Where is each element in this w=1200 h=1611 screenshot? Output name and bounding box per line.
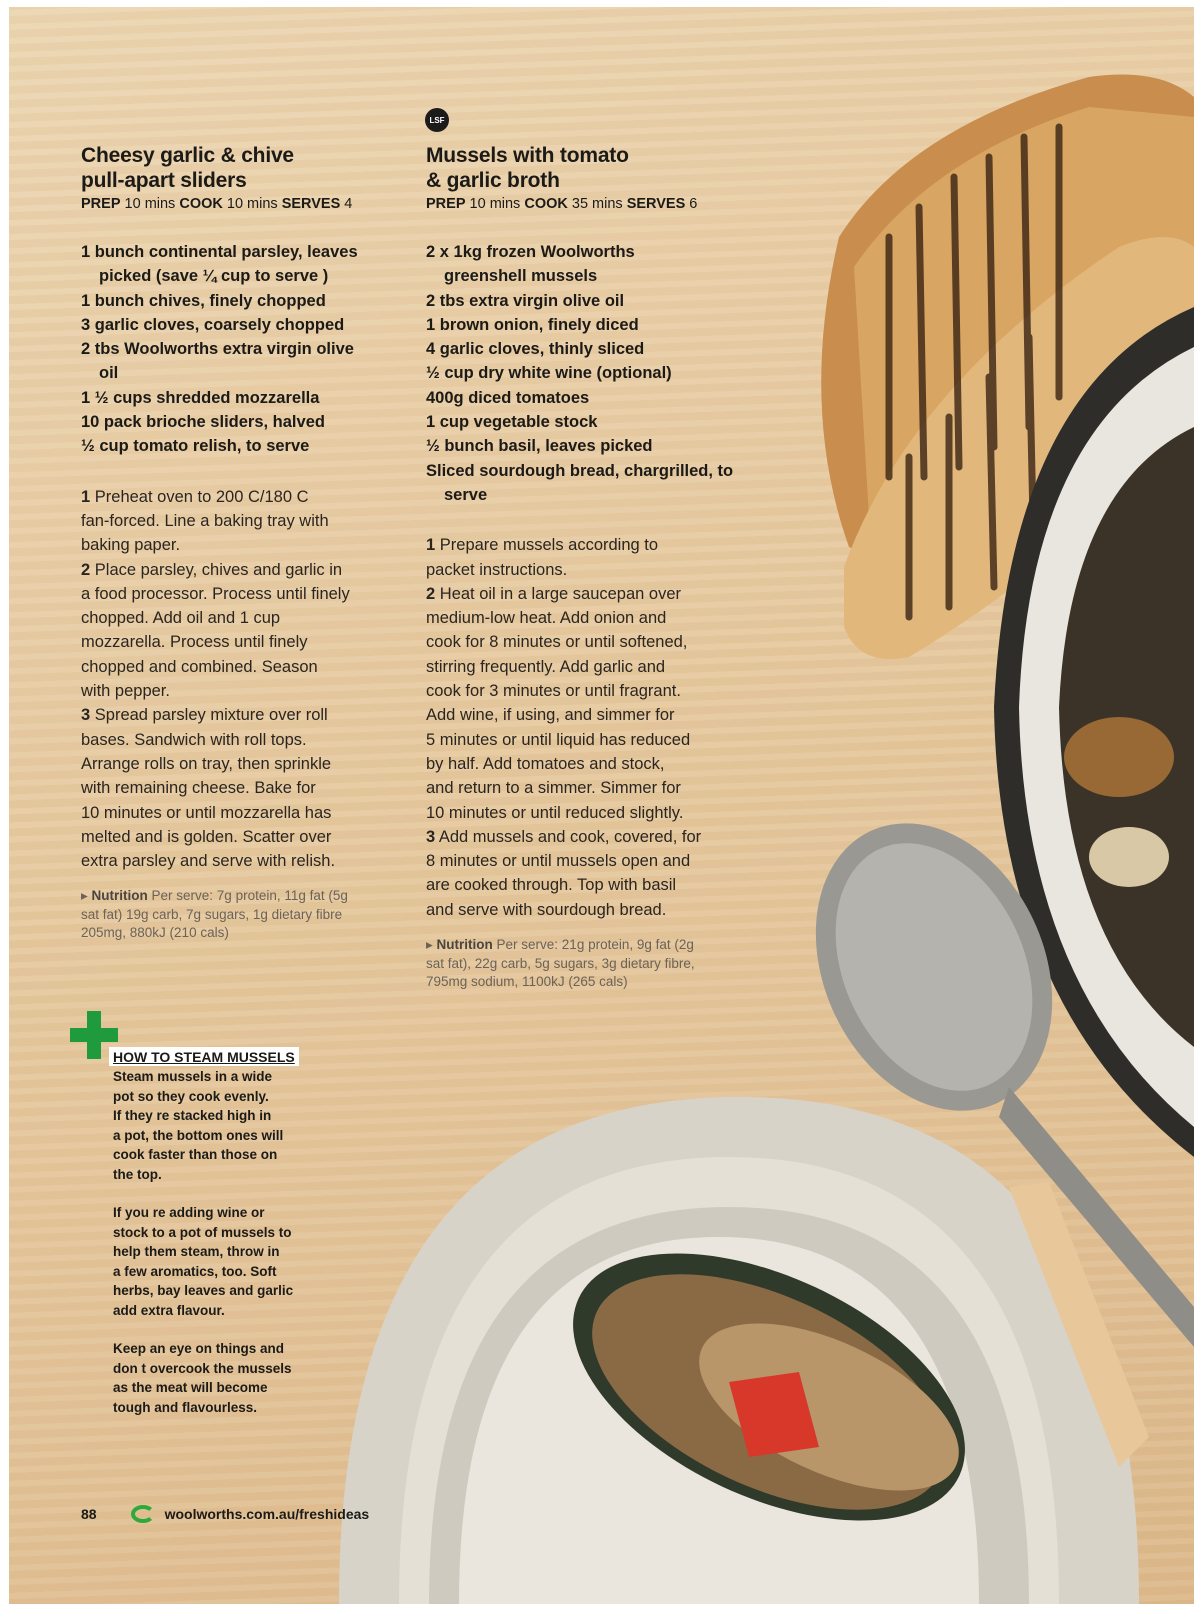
recipe-cheesy-sliders <box>81 143 411 943</box>
step-text: Preheat oven to 200 C/180 C fan-forced. Line a baking tray with baking paper. <box>81 487 329 555</box>
ingredient: 1 brown onion, finely diced <box>426 315 639 334</box>
recipe-mussels <box>426 143 766 992</box>
woolworths-logo-icon <box>131 1503 157 1525</box>
method-step <box>81 485 411 558</box>
prep-time: 10 mins <box>469 196 521 212</box>
prep-label: PREP <box>81 196 121 212</box>
ingredient: 2 tbs extra virgin olive oil <box>426 291 625 310</box>
tips-heading: HOW TO STEAM MUSSELS <box>109 1047 299 1066</box>
recipe-meta <box>81 196 411 212</box>
magazine-page <box>9 7 1194 1604</box>
recipe-title: Cheesy garlic & chive pull-apart sliders <box>81 144 294 192</box>
nutrition-info: ▸ Nutrition Per serve: 21g protein, 9g fat (2g sat fat), 22g carb, 5g sugars, 3g dietary fibre, 795mg sodium, 1100kJ (265 cals) <box>426 937 695 990</box>
step-number: 3 <box>426 827 436 846</box>
step-number: 2 <box>426 584 436 603</box>
method-steps <box>426 533 766 922</box>
ingredient: ½ bunch basil, leaves picked <box>426 437 653 456</box>
step-text: Heat oil in a large saucepan over medium-low heat. Add onion and cook for 8 minutes or until softened, stirring frequently. Add garlic and cook for 3 minutes or until fragrant. Add wine, if using, and simmer for 5 minutes or until liquid has reduced by half. Add tomatoes and stock, and return to a simmer. Simmer for 10 minutes or until reduced slightly. <box>426 584 691 822</box>
lsf-badge-icon: LSF <box>425 108 449 132</box>
cook-time: 10 mins <box>226 196 278 212</box>
cook-time: 35 mins <box>571 196 623 212</box>
cook-label: COOK <box>524 196 568 212</box>
tip-paragraph: If you re adding wine or stock to a pot of mussels to help them steam, throw in a few aromatics, too. Soft herbs, bay leaves and garlic add extra flavour. <box>113 1205 294 1318</box>
ingredient: Sliced sourdough bread, chargrilled, to serve <box>426 461 734 504</box>
cook-label: COOK <box>179 196 223 212</box>
ingredients-list <box>81 240 396 459</box>
method-step <box>426 533 766 582</box>
method-step <box>81 558 411 704</box>
method-step <box>426 825 766 922</box>
prep-time: 10 mins <box>124 196 176 212</box>
ingredients-list <box>426 240 761 507</box>
prep-label: PREP <box>426 196 466 212</box>
ingredient: 2 x 1kg frozen Woolworths greenshell mussels <box>426 243 635 286</box>
method-step <box>81 703 411 873</box>
nutrition-text: Per serve: 21g protein, 9g fat (2g sat fat), 22g carb, 5g sugars, 3g dietary fibre, 795mg sodium, 1100kJ (265 cals) <box>426 937 695 990</box>
footer-url[interactable]: woolworths.com.au/freshideas <box>164 1506 370 1522</box>
step-number: 1 <box>426 536 436 555</box>
serves-count: 6 <box>689 196 698 212</box>
bowl-image <box>339 1097 1149 1604</box>
serves-label: SERVES <box>281 196 341 212</box>
step-number: 1 <box>81 487 91 506</box>
ingredient: 4 garlic cloves, thinly sliced <box>426 340 645 359</box>
tips-box <box>109 1047 349 1436</box>
page-number: 88 <box>81 1506 97 1522</box>
step-text: Spread parsley mixture over roll bases. Sandwich with roll tops. Arrange rolls on tray, then sprinkle with remaining cheese. Bake for 10 minutes or until mozzarella has melted and is golden. Scatter over extra parsley and serve with relish. <box>81 706 336 871</box>
step-text: Prepare mussels according to packet instructions. <box>426 536 659 579</box>
step-number: 2 <box>81 560 91 579</box>
ingredient: 3 garlic cloves, coarsely chopped <box>81 315 345 334</box>
ingredient: 2 tbs Woolworths extra virgin olive oil <box>81 340 354 383</box>
serves-count: 4 <box>344 196 353 212</box>
ingredient: 1 bunch chives, finely chopped <box>81 291 326 310</box>
nutrition-label: Nutrition <box>436 937 493 953</box>
page-footer <box>81 1503 369 1525</box>
ingredient: 10 pack brioche sliders, halved <box>81 413 325 432</box>
ingredient: 1 bunch continental parsley, leaves picked (save ¼ cup to serve ) <box>81 243 358 286</box>
ingredient: ½ cup dry white wine (optional) <box>426 364 672 383</box>
ingredient: 400g diced tomatoes <box>426 388 590 407</box>
step-text: Add mussels and cook, covered, for 8 minutes or until mussels open and are cooked through. Top with basil and serve with sourdough bread. <box>426 827 702 919</box>
recipe-meta <box>426 196 766 212</box>
nutrition-text: Per serve: 7g protein, 11g fat (5g sat fat) 19g carb, 7g sugars, 1g dietary fibre 205mg, 880kJ (210 cals) <box>81 888 348 941</box>
tip-paragraph: Steam mussels in a wide pot so they cook evenly. If they re stacked high in a pot, the bottom ones will cook faster than those on the top. <box>113 1069 284 1182</box>
method-step <box>426 582 766 825</box>
serves-label: SERVES <box>626 196 686 212</box>
step-number: 3 <box>81 706 91 725</box>
nutrition-label: Nutrition <box>91 888 148 904</box>
step-text: Place parsley, chives and garlic in a food processor. Process until finely chopped. Add oil and 1 cup mozzarella. Process until finely chopped and combined. Season with pepper. <box>81 560 350 701</box>
ingredient: ½ cup tomato relish, to serve <box>81 437 310 456</box>
ingredient: 1 ½ cups shredded mozzarella <box>81 388 320 407</box>
nutrition-info: ▸ Nutrition Per serve: 7g protein, 11g fat (5g sat fat) 19g carb, 7g sugars, 1g dietary fibre 205mg, 880kJ (210 cals) <box>81 888 348 941</box>
method-steps <box>81 485 411 874</box>
recipe-title: Mussels with tomato & garlic broth <box>426 144 629 192</box>
tip-paragraph: Keep an eye on things and don t overcook the mussels as the meat will become tough and flavourless. <box>113 1341 292 1415</box>
ingredient: 1 cup vegetable stock <box>426 413 598 432</box>
